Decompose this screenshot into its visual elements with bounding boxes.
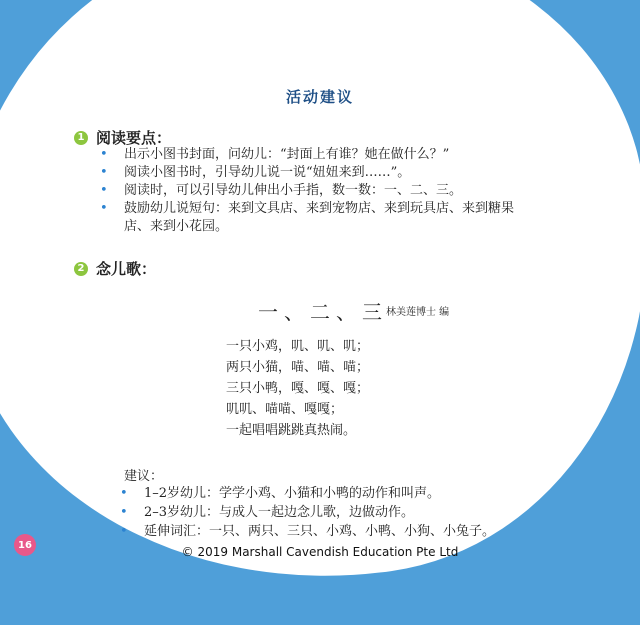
section-reading-points-title: 阅读要点： [96, 129, 172, 147]
list-item: • 出示小图书封面，问幼儿：“封面上有谁？她在做什么？” [100, 146, 530, 164]
list-item: • 阅读时，可以引导幼儿伸出小手指，数一数：一、二、三。 [100, 182, 530, 200]
list-item: • 鼓励幼儿说短句：来到文具店、来到宠物店、来到玩具店、来到糖果店、来到小花园。 [100, 200, 530, 236]
page-number-badge: 16 [14, 534, 36, 556]
reading-points-list [100, 146, 530, 236]
poem-line: 三只小鸭，嘎、嘎、嘎； [226, 381, 370, 396]
list-item: • 延伸词汇：一只、两只、三只、小鸡、小鸭、小狗、小兔子。 [120, 522, 560, 541]
poem-title: 一、二、三 [258, 300, 388, 324]
page-title: 活动建议 [285, 88, 354, 106]
poem-author: 林美莲博士 编 [386, 307, 450, 318]
poem-line: 一起唱唱跳跳真热闹。 [226, 423, 357, 438]
section-rhyme-header [74, 258, 156, 279]
poem-line: 两只小猫，喵、喵、喵； [226, 360, 370, 375]
number-one-badge: 1 [74, 131, 88, 145]
poem-line: 叽叽、喵喵、嘎嘎； [226, 402, 344, 417]
list-item: • 2–3岁幼儿：与成人一起边念儿歌，边做动作。 [120, 503, 560, 522]
section-rhyme-title: 念儿歌： [96, 260, 157, 278]
number-two-badge: 2 [74, 262, 88, 276]
suggestions-list [120, 484, 560, 541]
suggestions-label: 建议： [124, 469, 164, 484]
list-item: • 阅读小图书时，引导幼儿说一说“妞妞来到……”。 [100, 164, 530, 182]
poem-body [226, 336, 369, 441]
section-reading-points-header [74, 127, 171, 148]
list-item: • 1–2岁幼儿：学学小鸡、小猫和小鸭的动作和叫声。 [120, 484, 560, 503]
poem-line: 一只小鸡，叽、叽、叽； [226, 339, 370, 354]
copyright-notice: © 2019 Marshall Cavendish Education Pte Ltd [181, 545, 459, 559]
